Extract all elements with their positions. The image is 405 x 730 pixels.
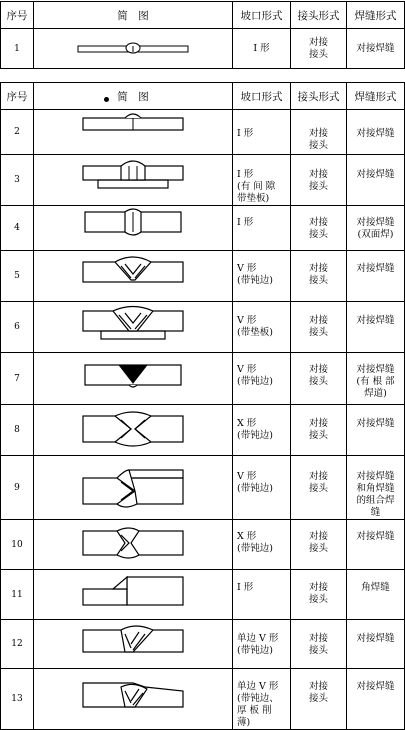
row-seq: 2 (1, 110, 34, 155)
main-header-row (1, 83, 405, 110)
header-joint: 接头形式 (291, 83, 347, 110)
i-groove-sketch (73, 110, 193, 154)
table-row (1, 251, 405, 302)
row-weld: 对接焊缝 (347, 669, 405, 730)
header-sketch: 简 图 (34, 83, 233, 110)
sketch-cell (34, 251, 233, 302)
row-joint: 对接 接头 (291, 620, 347, 669)
row-seq: 4 (1, 206, 34, 251)
row-bevel: I 形 (233, 110, 291, 155)
table-row (1, 669, 405, 730)
header-joint: 接头形式 (291, 2, 347, 29)
table-row (1, 520, 405, 570)
i-groove-thin-sketch (73, 39, 193, 59)
sketch-cell (34, 620, 233, 669)
header-sketch: 简 图 (34, 2, 233, 29)
row-bevel: I 形 (233, 570, 291, 620)
row-weld: 对接焊缝 (347, 29, 405, 69)
table-row (1, 206, 405, 251)
header-weld: 焊缝形式 (347, 2, 405, 29)
sketch-cell (34, 405, 233, 456)
row-weld: 对接焊缝 (347, 155, 405, 206)
top-table (0, 1, 405, 69)
sketch-cell (34, 520, 233, 570)
table-row (1, 110, 405, 155)
table-row (1, 302, 405, 353)
row-bevel: V 形 (带钝边) (233, 456, 291, 520)
row-joint: 对接 接头 (291, 353, 347, 405)
header-seq: 序号 (1, 2, 34, 29)
row-joint: 对接 接头 (291, 405, 347, 456)
sketch-cell (34, 206, 233, 251)
header-bevel: 坡口形式 (233, 2, 291, 29)
row-joint: 对接 接头 (291, 302, 347, 353)
x-groove-step-sketch (73, 523, 193, 567)
row-joint: 对接 接头 (291, 570, 347, 620)
row-weld: 对接焊缝 (347, 302, 405, 353)
row-bevel: I 形 (233, 206, 291, 251)
sketch-cell (34, 353, 233, 405)
table-row (1, 155, 405, 206)
header-weld: 焊缝形式 (347, 83, 405, 110)
row-weld: 对接焊缝 (347, 110, 405, 155)
main-table (0, 82, 405, 730)
row-seq: 9 (1, 456, 34, 520)
table-row (1, 405, 405, 456)
header-seq: 序号 (1, 83, 34, 110)
row-weld: 对接焊缝 (347, 251, 405, 302)
row-joint: 对接 接头 (291, 110, 347, 155)
row-seq: 10 (1, 520, 34, 570)
v-groove-sketch (73, 254, 193, 298)
row-joint: 对接 接头 (291, 669, 347, 730)
row-seq: 8 (1, 405, 34, 456)
v-groove-backing-sketch (73, 305, 193, 349)
row-joint: 对接 接头 (291, 29, 347, 69)
i-groove-double-sketch (73, 206, 193, 250)
table-row (1, 353, 405, 405)
row-joint: 对接 接头 (291, 206, 347, 251)
row-joint: 对接 接头 (291, 456, 347, 520)
sketch-cell (34, 570, 233, 620)
table-row (1, 620, 405, 669)
sketch-cell (34, 29, 233, 69)
row-seq: 13 (1, 669, 34, 730)
single-bevel-sketch (73, 622, 193, 666)
row-weld: 对接焊缝 (347, 620, 405, 669)
sketch-cell (34, 155, 233, 206)
sketch-cell (34, 110, 233, 155)
row-seq: 12 (1, 620, 34, 669)
row-bevel: V 形 (带钝边) (233, 353, 291, 405)
row-bevel: 单边 V 形 (带钝边) (233, 620, 291, 669)
row-weld: 对接焊缝 (有 根 部 焊道) (347, 353, 405, 405)
row-seq: 5 (1, 251, 34, 302)
row-seq: 6 (1, 302, 34, 353)
row-bevel: X 形 (带钝边) (233, 520, 291, 570)
table-row (1, 456, 405, 520)
row-bevel: I 形 (有 间 隙 带垫板) (233, 155, 291, 206)
sketch-cell (34, 302, 233, 353)
row-weld: 对接焊缝 和角焊缝 的组合焊 缝 (347, 456, 405, 520)
row-bevel: X 形 (带钝边) (233, 405, 291, 456)
table-row (1, 29, 405, 69)
row-bevel: V 形 (带垫板) (233, 302, 291, 353)
row-seq: 11 (1, 570, 34, 620)
row-bevel: V 形 (带钝边) (233, 251, 291, 302)
row-bevel: 单边 V 形 (带钝边、 厚 板 削 薄) (233, 669, 291, 730)
sketch-cell (34, 669, 233, 730)
row-weld: 对接焊缝 (347, 405, 405, 456)
row-weld: 对接焊缝 (双面焊) (347, 206, 405, 251)
v-groove-fillet-sketch (73, 466, 193, 510)
v-groove-root-sketch (73, 357, 193, 401)
row-bevel: I 形 (233, 29, 291, 69)
row-seq: 3 (1, 155, 34, 206)
i-groove-backing-sketch (73, 158, 193, 202)
row-weld: 对接焊缝 (347, 520, 405, 570)
top-header-row (1, 2, 405, 29)
row-joint: 对接 接头 (291, 251, 347, 302)
sketch-cell (34, 456, 233, 520)
row-joint: 对接 接头 (291, 520, 347, 570)
row-weld: 角焊缝 (347, 570, 405, 620)
row-joint: 对接 接头 (291, 155, 347, 206)
step-fillet-sketch (73, 573, 193, 617)
table-row (1, 570, 405, 620)
row-seq: 1 (1, 29, 34, 69)
x-groove-sketch (73, 408, 193, 452)
single-bevel-thinned-sketch (73, 677, 193, 721)
header-bevel: 坡口形式 (233, 83, 291, 110)
row-seq: 7 (1, 353, 34, 405)
